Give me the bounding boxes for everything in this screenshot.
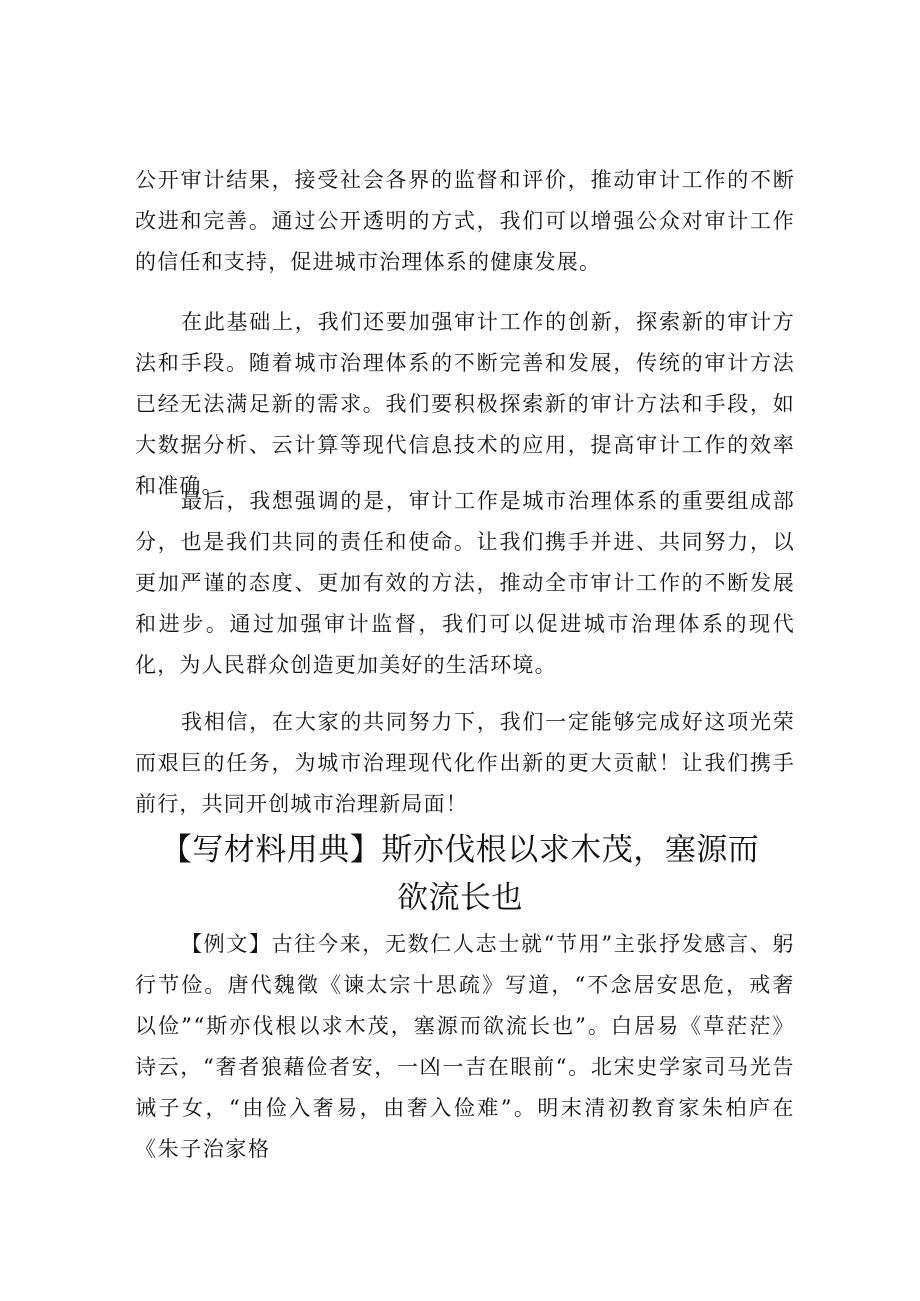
paragraph-example-text: 【例文】古往今来，无数仁人志士就“节用”主张抒发感言、躬行节俭。唐代魏徵《谏太宗十思疏》写道，“不念居安思危，戒奢以俭”“斯亦伐根以求木茂，塞源而欲流长也”。白居易《草茫茫》诗云，“奢者狼藉俭者安，一凶一吉在眼前“。北宋史学家司马光告诫子女，“由俭入奢易，由奢入俭难”。明末清初教育家朱柏庐在《朱子治家格 [135,932,795,1161]
paragraph-audit-innovation: 在此基础上，我们还要加强审计工作的创新，探索新的审计方法和手段。随着城市治理体系的不断完善和发展，传统的审计方法已经无法满足新的需求。我们要积极探索新的审计方法和手段，如大数据分析、云计算等现代信息技术的应用，提高审计工作的效率和准确。 [135,310,795,498]
paragraph-publish-audit-results: 公开审计结果，接受社会各界的监督和评价，推动审计工作的不断改进和完善。通过公开透明的方式，我们可以增强公众对审计工作的信任和支持，促进城市治理体系的健康发展。 [135,168,795,274]
paragraph-closing-belief: 我相信，在大家的共同努力下，我们一定能够完成好这项光荣而艰巨的任务，为城市治理现代化作出新的更大贡献！让我们携手前行，共同开创城市治理新局面！ [135,710,795,816]
paragraph-conclusion-emphasis: 最后，我想强调的是，审计工作是城市治理体系的重要组成部分，也是我们共同的责任和使命。让我们携手并进、共同努力，以更加严谨的态度、更加有效的方法，推动全市审计工作的不断发展和进步。通过加强审计监督，我们可以促进城市治理体系的现代化，为人民群众创造更加美好的生活环境。 [135,489,795,677]
section-heading: 【写材料用典】斯亦伐根以求木茂，塞源而欲流长也 [160,832,760,916]
